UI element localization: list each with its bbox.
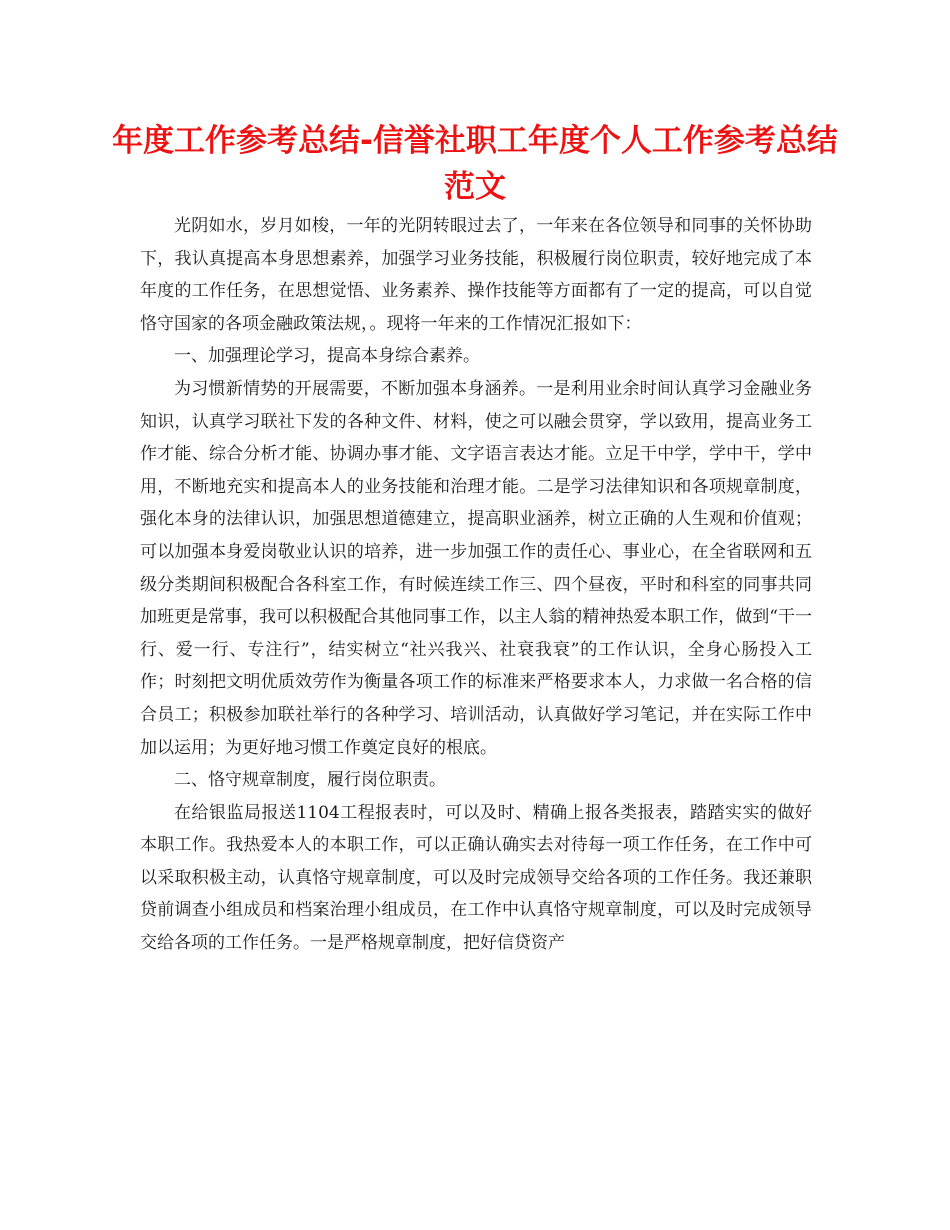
document-title: 年度工作参考总结-信誉社职工年度个人工作参考总结范文: [112, 123, 838, 205]
paragraph-section-1: 为习惯新情势的开展需要，不断加强本身涵养。一是利用业余时间认真学习金融业务知识，认真学习联社下发的各种文件、材料，使之可以融会贯穿，学以致用，提高业务工作才能、综合分析才能、协调办事才能、文字语言表达才能。立足干中学，学中干，学中用，不断地充实和提高本人的业务技能和治理才能。二是学习法律知识和各项规章制度，强化本身的法律认识，加强思想道德建立，提高职业涵养，树立正确的人生观和价值观；可以加强本身爱岗敬业认识的培养，进一步加强工作的责任心、事业心，在全省联网和五级分类期间积极配合各科室工作，有时候连续工作三、四个昼夜，平时和科室的同事共同加班更是常事，我可以积极配合其他同事工作，以主人翁的精神热爱本职工作，做到“干一行、爱一行、专注行”，结实树立“社兴我兴、社衰我衰”的工作认识，全身心肠投入工作；时刻把文明优质效劳作为衡量各项工作的标准来严格要求本人，力求做一名合格的信合员工；积极参加联社举行的各种学习、培训活动，认真做好学习笔记，并在实际工作中加以运用；为更好地习惯工作奠定良好的根底。: [140, 378, 812, 758]
section-heading-1: 一、加强理论学习，提高本身综合素养。: [174, 346, 480, 367]
paragraph-section-2: 在给银监局报送1104工程报表时，可以及时、精确上报各类报表，踏踏实实的做好本职工作。我热爱本人的本职工作，可以正确认确实去对待每一项工作任务，在工作中可以采取积极主动，认真恪守规章制度，可以及时完成领导交给各项的工作任务。我还兼职贷前调查小组成员和档案治理小组成员，在工作中认真恪守规章制度，可以及时完成领导交给各项的工作任务。一是严格规章制度，把好信贷资产: [140, 802, 812, 954]
paragraph-intro: 光阴如水，岁月如梭，一年的光阴转眼过去了，一年来在各位领导和同事的关怀协助下，我认真提高本身思想素养，加强学习业务技能，积极履行岗位职责，较好地完成了本年度的工作任务，在思想觉悟、业务素养、操作技能等方面都有了一定的提高，可以自觉恪守国家的各项金融政策法规，。现将一年来的工作情况汇报如下：: [140, 216, 812, 334]
section-heading-2: 二、恪守规章制度，履行岗位职责。: [174, 770, 446, 791]
document-body: [140, 210, 812, 960]
